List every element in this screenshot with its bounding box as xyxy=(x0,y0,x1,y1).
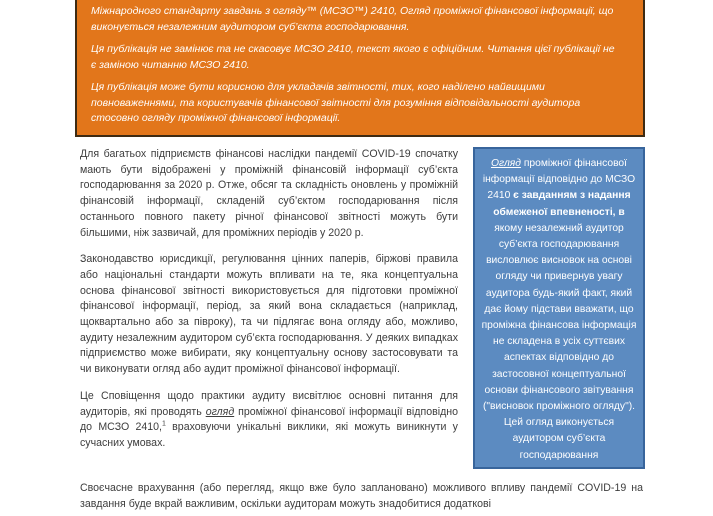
body-text: проміжної фінансової інформації відповідно до МСЗО 2410, xyxy=(80,405,458,434)
body-text: враховуючи унікальні виклики, які можуть виникнути у сучасних умовах. xyxy=(80,421,458,449)
body-paragraph xyxy=(80,389,458,452)
body-text-column xyxy=(80,147,458,463)
orange-disclaimer-callout xyxy=(75,0,645,137)
definition-text: проміжної фінансової інформації відповідно до МСЗО 2410 xyxy=(482,158,636,202)
body-paragraph: Законодавство юрисдикції, регулювання цінних паперів, біржові правила або національні стандарти можуть впливати на те, яка концептуальна основа фінансової звітності використовується для підготовки проміжної фінансової інформації, період, за який вона складається (наприклад, щоквартально або за півроку), та чи підлягає вона огляду або, можливо, аудиту незалежним аудитором суб’єкта господарювання. У деяких випадках підприємство може вибирати, яку концептуальну основу застосовувати та чи виконувати огляд або аудит проміжної фінансової інформації. xyxy=(80,253,458,376)
footnote-reference[interactable]: 1 xyxy=(162,420,166,428)
definition-text: якому незалежний аудитор суб’єкта господарювання висловлює висновок на основі огляду чи привернув увагу аудитора будь-який факт, який дає йому підстави вважати, що проміжна фінансова інформація не складена в усіх суттєвих аспектах відповідно до застосовної концептуальної основи фінансового звітування ("висновок проміжного огляду"). Цей огляд виконується аудитором суб’єкта господарювання xyxy=(481,222,637,461)
body-paragraph: Для багатьох підприємств фінансові наслідки пандемії COVID-19 спочатку мають бути відображені у проміжній фінансовій інформації суб’єкта господарювання за 2020 р. Отже, обсяг та складність оновлень у проміжній фінансовій інформації, складеній суб’єктом господарювання після останнього повного пакету річної фінансової звітності можуть бути більшими, ніж зазвичай, для проміжних періодів у 2020 р. xyxy=(80,148,458,239)
review-link[interactable]: огляд xyxy=(205,405,235,418)
definition-bold-text: є завданням з надання обмеженої впевненості, в xyxy=(493,190,631,218)
body-text: Це Сповіщення щодо практики аудиту висвітлює основні питання для аудиторів, які проводять xyxy=(80,389,458,418)
review-definition-callout xyxy=(473,147,645,469)
review-definition-link[interactable]: Огляд xyxy=(490,158,521,169)
disclaimer-paragraph: Міжнародного стандарту завдань з огляду™ (МСЗО™) 2410, Огляд проміжної фінансової інформації, що виконується незалежним аудитором суб’єкта господарювання. xyxy=(91,5,614,33)
disclaimer-paragraph: Ця публікація не замінює та не скасовує МСЗО 2410, текст якого є офіційним. Читання цієї публікації не є заміною читанню МСЗО 2410. xyxy=(91,43,615,71)
bottom-paragraph: Своєчасне врахування (або перегляд, якщо вже було заплановано) можливого впливу пандемії COVID-19 на завдання буде вкрай важливим, оскільки аудиторам можуть знадобитися додаткові xyxy=(80,482,643,510)
disclaimer-paragraph: Ця публікація може бути корисною для укладачів звітності, тих, кого наділено найвищими повноваженнями, та користувачів фінансової звітності для розуміння відповідальності аудитора стосовно огляду проміжної фінансової інформації. xyxy=(91,81,581,124)
